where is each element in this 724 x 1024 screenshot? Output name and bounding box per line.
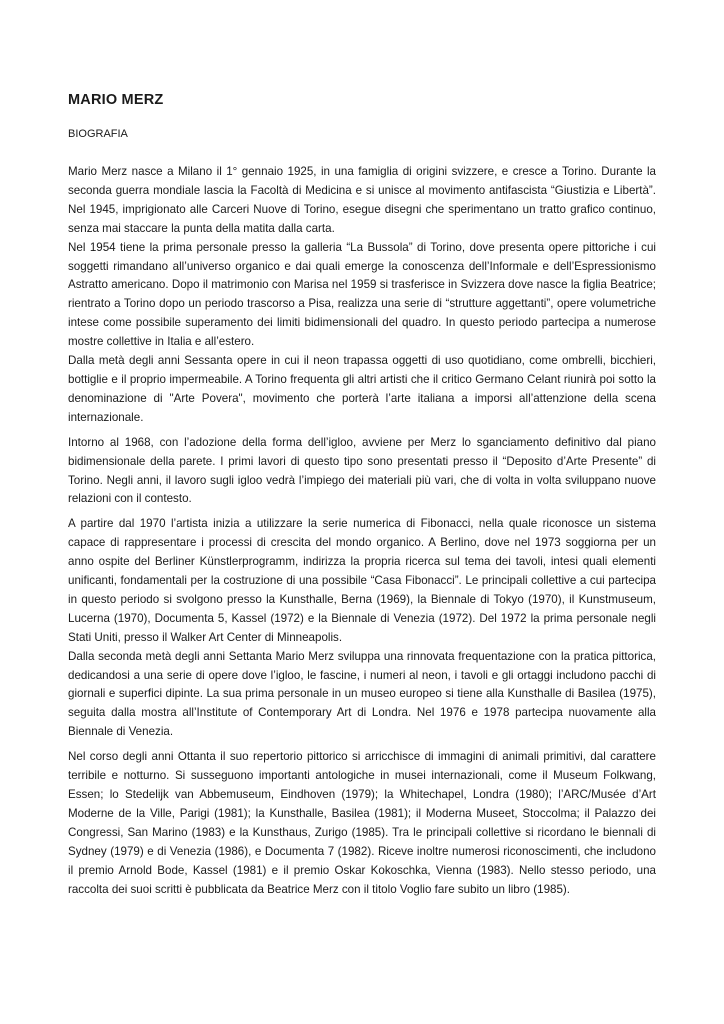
paragraph: Mario Merz nasce a Milano il 1° gennaio 1925, in una famiglia di origini svizzere, e cresce a Torino. Durante la seconda guerra mondiale lascia la Facoltà di Medicina e si unisce al movimento antifascista “Giustizia e Libertà”. Nel 1945, imprigionato alle Carceri Nuove di Torino, esegue disegni che sperimentano un tratto grafico continuo, senza mai staccare la punta della matita dalla carta.	[68, 165, 656, 235]
biography-text	[68, 163, 656, 899]
document-title: MARIO MERZ	[68, 92, 164, 108]
paragraph: Nel corso degli anni Ottanta il suo repertorio pittorico si arricchisce di immagini di animali primitivi, dal carattere terribile e notturno. Si susseguono importanti antologiche in musei internazionali, come il Museum Folkwang, Essen; lo Stedelijk van Abbemuseum, Eindhoven (1979); la Whitechapel, Londra (1980); l’ARC/Musée d’Art Moderne de la Ville, Parigi (1981); la Kunsthalle, Basilea (1981); il Moderna Museet, Stoccolma; il Palazzo dei Congressi, San Marino (1983) e la Kunsthaus, Zurigo (1985). Tra le principali collettive si ricordano le biennali di Sydney (1979) e di Venezia (1986), e Documenta 7 (1982). Riceve inoltre numerosi riconoscimenti, che includono il premio Arnold Bode, Kassel (1981) e il premio Oskar Kokoschka, Vienna (1983). Nello stesso periodo, una raccolta dei suoi scritti è pubblicata da Beatrice Merz con il titolo Voglio fare subito un libro (1985).	[68, 750, 656, 896]
section-heading: BIOGRAFIA	[68, 128, 128, 140]
paragraph: Dalla seconda metà degli anni Settanta Mario Merz sviluppa una rinnovata frequentazione con la pratica pittorica, dedicandosi a una serie di opere dove l’igloo, le fascine, i numeri al neon, i tavoli e gli ortaggi includono pacchi di giornali e superfici dipinte. La sua prima personale in un museo europeo si tiene alla Kunsthalle di Basilea (1975), seguita dalla mostra all’Institute of Contemporary Art di Londra. Nel 1976 e 1978 partecipa nuovamente alla Biennale di Venezia.	[68, 649, 656, 739]
paragraph: Dalla metà degli anni Sessanta opere in cui il neon trapassa oggetti di uso quotidiano, come ombrelli, bicchieri, bottiglie e il proprio impermeabile. A Torino frequenta gli altri artisti che il critico Germano Celant riunirà poi sotto la denominazione di "Arte Povera", movimento che porterà l’arte italiana a imporsi all’attenzione della scena internazionale.	[68, 354, 656, 424]
paragraph: A partire dal 1970 l’artista inizia a utilizzare la serie numerica di Fibonacci, nella quale riconosce un sistema capace di rappresentare i processi di crescita del mondo organico. A Berlino, dove nel 1973 soggiorna per un anno ospite del Berliner Künstlerprogramm, indirizza la propria ricerca sul tema dei tavoli, intesi quali elementi unificanti, fondamentali per la costruzione di una possibile “Casa Fibonacci”. Le principali collettive a cui partecipa in questo periodo si svolgono presso la Kunsthalle, Berna (1969), la Biennale di Tokyo (1970), il Kunstmuseum, Lucerna (1970), Documenta 5, Kassel (1972) e la Biennale di Venezia (1972). Del 1972 la prima personale negli Stati Uniti, presso il Walker Art Center di Minneapolis.	[68, 517, 656, 644]
paragraph: Nel 1954 tiene la prima personale presso la galleria “La Bussola” di Torino, dove presenta opere pittoriche i cui soggetti rimandano all’universo organico e dai quali emerge la conoscenza dell’Informale e dell’Espressionismo Astratto americano. Dopo il matrimonio con Marisa nel 1959 si trasferisce in Svizzera dove nasce la figlia Beatrice; rientrato a Torino dopo un periodo trascorso a Pisa, realizza una serie di “strutture aggettanti”, opere volumetriche intese come possibile superamento dei limiti bidimensionali del quadro. In questo periodo partecipa a numerose mostre collettive in Italia e all’estero.	[68, 240, 656, 349]
paragraph: Intorno al 1968, con l’adozione della forma dell’igloo, avviene per Merz lo sganciamento definitivo dal piano bidimensionale della parete. I primi lavori di questo tipo sono presentati presso il “Deposito d’Arte Presente” di Torino. Negli anni, il lavoro sugli igloo vedrà l’impiego dei materiali più vari, che di volta in volta sviluppano nuove relazioni con il contesto.	[68, 435, 656, 506]
